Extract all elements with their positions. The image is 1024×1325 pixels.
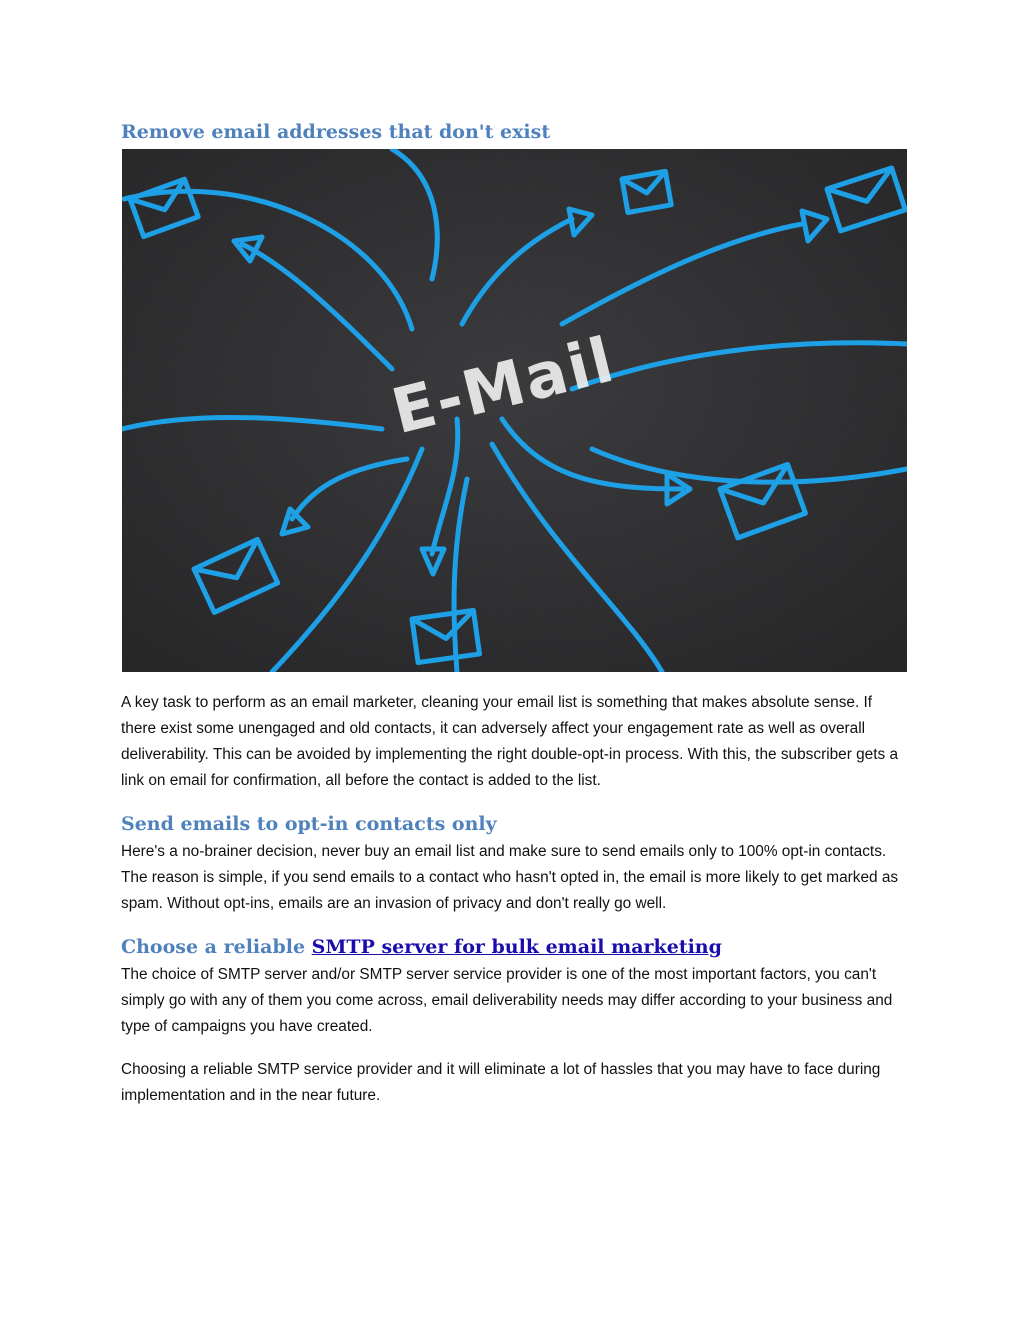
heading-opt-in: Send emails to opt-in contacts only bbox=[121, 813, 497, 835]
paragraph-clean-list: A key task to perform as an email marketer, cleaning your email list is something that makes absolute sense. If there exist some unengaged and old contacts, it can adversely affect your engagement rate as well as overall deliverability. This can be avoided by implementing the right double-opt-in process. With this, the subscriber gets a link on email for confirmation, all before the contact is added to the list. bbox=[121, 694, 899, 789]
heading-smtp-prefix: Choose a reliable bbox=[121, 936, 312, 958]
heading-remove-emails: Remove email addresses that don't exist bbox=[121, 121, 551, 143]
heading-smtp bbox=[121, 936, 722, 958]
email-chalk-text: E-Mail bbox=[384, 322, 622, 449]
smtp-bulk-email-link[interactable]: SMTP server for bulk email marketing bbox=[311, 936, 722, 958]
paragraph-smtp-reliable: Choosing a reliable SMTP service provider and it will eliminate a lot of hassles that you may have to face during implementation and in the near future. bbox=[121, 1061, 881, 1104]
email-hero-image bbox=[122, 149, 907, 672]
paragraph-opt-in: Here's a no-brainer decision, never buy an email list and make sure to send emails only to 100% opt-in contacts. The reason is simple, if you send emails to a contact who hasn't opted in, the email is more likely to get marked as spam. Without opt-ins, emails are an invasion of privacy and don't really go well. bbox=[121, 843, 899, 912]
paragraph-smtp-choice: The choice of SMTP server and/or SMTP server service provider is one of the most important factors, you can't simply go with any of them you come across, email deliverability needs may differ according to your business and type of campaigns you have created. bbox=[121, 966, 893, 1035]
